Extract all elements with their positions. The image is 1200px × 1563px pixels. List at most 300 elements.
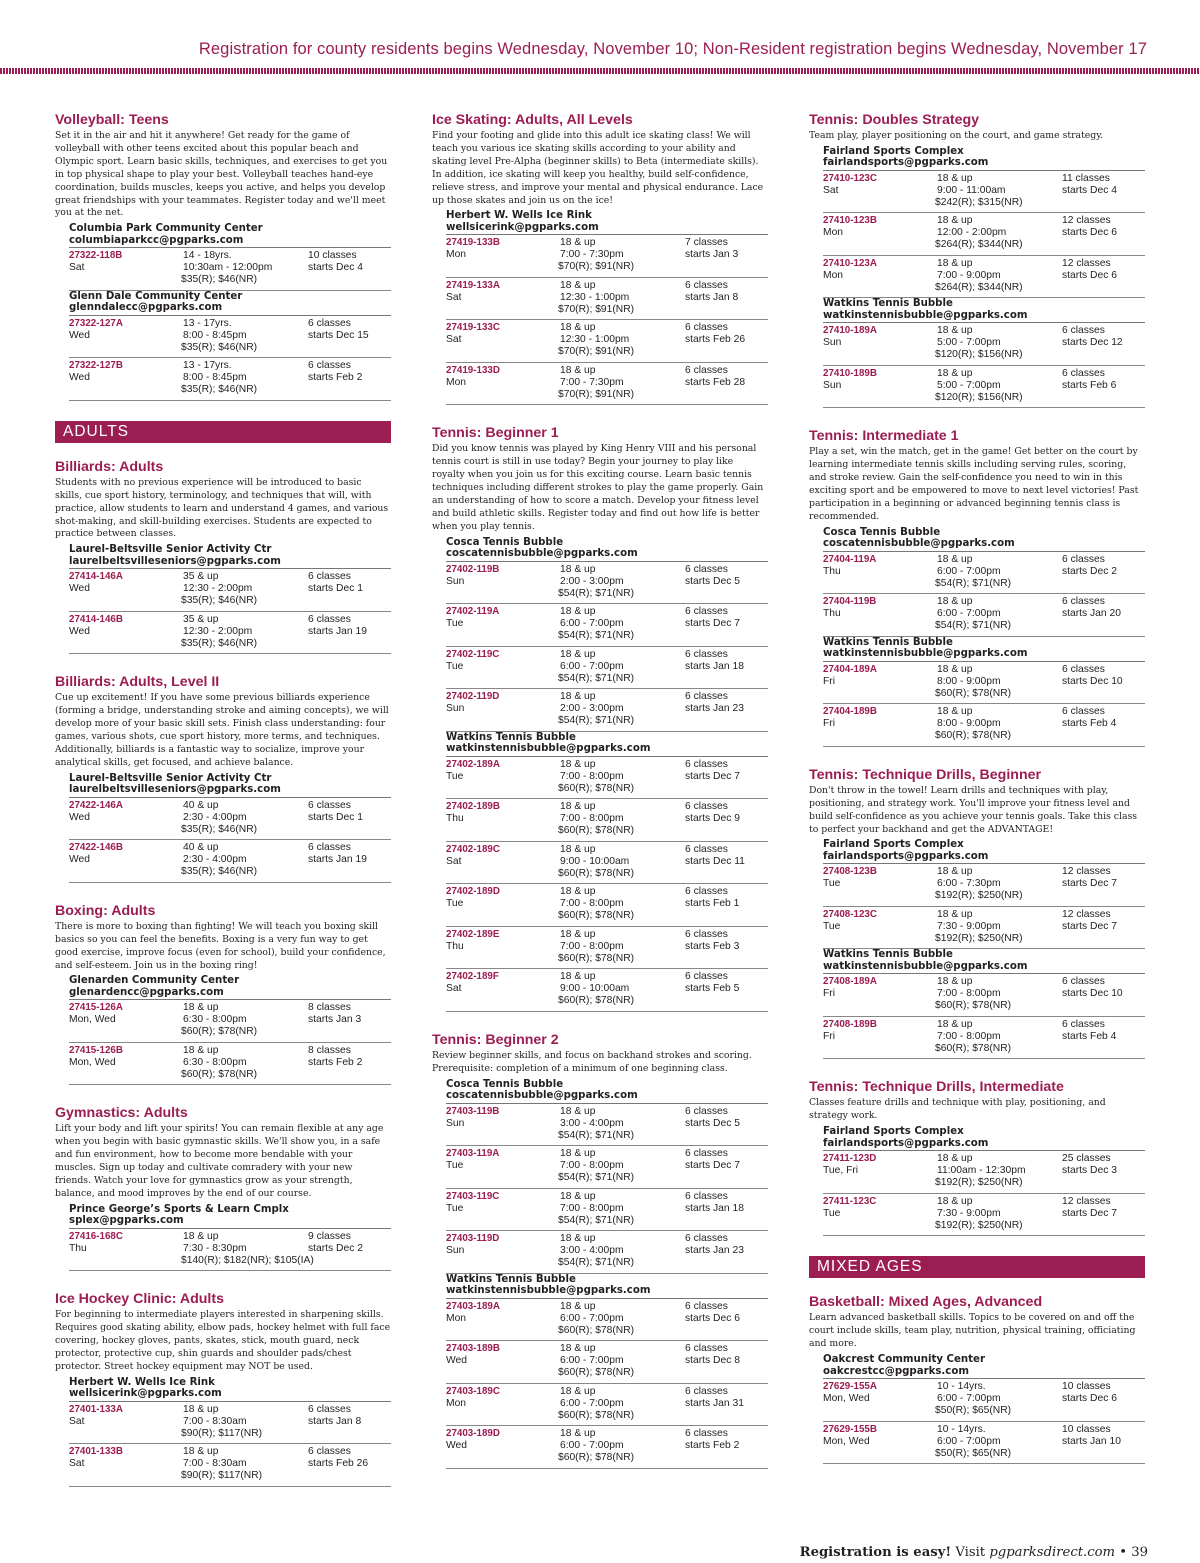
class-count: 6 classes bbox=[685, 928, 728, 940]
registration-banner: Registration for county residents begins Wednesday, November 10; Non-Resident registration begins Wednesday, November 17 bbox=[198, 40, 1147, 58]
activity-code[interactable]: 27419-133A bbox=[446, 279, 500, 291]
class-fee: $35(R); $46(NR) bbox=[181, 341, 258, 353]
class-fee: $192(R); $250(NR) bbox=[935, 890, 1023, 902]
age-range: 18 & up bbox=[560, 237, 596, 249]
venue-name: Glenn Dale Community Center bbox=[69, 290, 243, 302]
activity-code[interactable]: 27629-155A bbox=[823, 1381, 877, 1392]
class-row bbox=[446, 320, 768, 363]
class-day: Wed bbox=[446, 1440, 467, 1452]
age-range: 18 & up bbox=[937, 1018, 973, 1030]
class-day: Fri bbox=[823, 675, 836, 687]
activity-code[interactable]: 27415-126B bbox=[69, 1044, 123, 1056]
activity-code[interactable]: 27403-189A bbox=[446, 1300, 500, 1312]
section-tennis-drills-beg bbox=[809, 767, 1145, 1060]
venue-email-link[interactable]: fairlandsports@pgparks.com bbox=[823, 851, 1145, 865]
class-time: 7:00 - 8:30am bbox=[183, 1415, 247, 1427]
class-count: 6 classes bbox=[308, 1403, 351, 1415]
start-date: starts Feb 3 bbox=[685, 940, 740, 952]
class-time: 7:00 - 7:30pm bbox=[560, 249, 624, 261]
class-fee: $264(R); $344(NR) bbox=[935, 239, 1023, 251]
venue-email-link[interactable]: watkinstennisbubble@pgparks.com bbox=[446, 1285, 768, 1299]
class-row bbox=[69, 1000, 391, 1043]
class-row bbox=[69, 316, 391, 359]
age-range: 18 & up bbox=[183, 1446, 219, 1458]
class-row bbox=[446, 927, 768, 970]
age-range: 18 & up bbox=[560, 928, 596, 940]
class-row bbox=[69, 840, 391, 883]
activity-code[interactable]: 27403-119B bbox=[446, 1105, 500, 1117]
age-range: 18 & up bbox=[937, 908, 973, 920]
venue-email-link[interactable]: laurelbeltsvilleseniors@pgparks.com bbox=[69, 556, 391, 570]
class-count: 12 classes bbox=[1062, 908, 1111, 920]
class-day: Mon bbox=[823, 227, 844, 239]
activity-code[interactable]: 27402-119C bbox=[446, 648, 500, 660]
activity-code[interactable]: 27403-119C bbox=[446, 1190, 500, 1202]
age-range: 18 & up bbox=[183, 1002, 219, 1014]
start-date: starts Jan 3 bbox=[685, 249, 739, 261]
activity-code[interactable]: 27629-155B bbox=[823, 1423, 877, 1435]
class-fee: $242(R); $315(NR) bbox=[935, 196, 1023, 208]
section-description: Team play, player positioning on the court, and game strategy. bbox=[809, 130, 1104, 141]
activity-code[interactable]: 27403-189C bbox=[446, 1385, 500, 1397]
class-day: Sat bbox=[823, 184, 839, 196]
activity-code[interactable]: 27402-189F bbox=[446, 971, 499, 983]
band-adults: ADULTS bbox=[55, 421, 391, 443]
activity-code[interactable]: 27403-119A bbox=[446, 1148, 500, 1160]
section-title: Ice Skating: Adults, All Levels bbox=[432, 112, 633, 128]
venue-email-link[interactable]: watkinstennisbubble@pgparks.com bbox=[823, 310, 1145, 324]
age-range: 18 & up bbox=[560, 1385, 596, 1397]
class-time: 2:00 - 3:00pm bbox=[560, 703, 624, 715]
class-row bbox=[69, 1043, 391, 1086]
class-count: 6 classes bbox=[685, 1233, 728, 1245]
class-row bbox=[823, 552, 1145, 595]
class-count: 7 classes bbox=[685, 237, 728, 249]
class-count: 6 classes bbox=[308, 360, 351, 372]
activity-code[interactable]: 27414-146B bbox=[69, 613, 123, 625]
class-count: 10 classes bbox=[1062, 1381, 1111, 1392]
class-fee: $140(R); $182(NR); $105(IA) bbox=[181, 1254, 314, 1266]
activity-code[interactable]: 27402-189C bbox=[446, 843, 500, 855]
age-range: 18 & up bbox=[183, 1403, 219, 1415]
start-date: starts Feb 2 bbox=[308, 1056, 363, 1068]
start-date: starts Jan 19 bbox=[308, 854, 367, 866]
section-gymnastics-adults bbox=[55, 1105, 391, 1271]
class-day: Thu bbox=[823, 608, 841, 620]
section-title: Billiards: Adults, Level II bbox=[55, 674, 220, 691]
start-date: starts Feb 4 bbox=[1062, 718, 1117, 730]
class-row bbox=[446, 1299, 768, 1342]
activity-code[interactable]: 27402-119A bbox=[446, 606, 500, 618]
section-description: Learn advanced basketball skills. Topics to be covered on and off the court include skills, team play, nutrition, physical training, officiating and more. bbox=[809, 1312, 1136, 1350]
age-range: 18 & up bbox=[560, 1300, 596, 1312]
venue-name: Laurel-Beltsville Senior Activity Ctr bbox=[69, 772, 272, 784]
venue-email-link[interactable]: watkinstennisbubble@pgparks.com bbox=[823, 648, 1145, 662]
footer-visit: Visit bbox=[951, 1545, 990, 1560]
section-description: Cue up excitement! If you have some previous billiards experience (forming a bridge, understanding stroke and aiming concepts), we will develop more of your basic skill sets. Finish class understanding: four games, various shots, cue sport history, more terms, and techniques. Additionally, billiards is a fantastic way to socialize, improve your analytical skills, get focused, and achieve balance. bbox=[55, 692, 389, 768]
activity-code[interactable]: 27410-189A bbox=[823, 325, 877, 337]
venue-email-link[interactable]: fairlandsports@pgparks.com bbox=[823, 1138, 1145, 1152]
venue-name: Watkins Tennis Bubble bbox=[823, 949, 953, 961]
activity-code[interactable]: 27410-189B bbox=[823, 367, 877, 379]
class-fee: $35(R); $46(NR) bbox=[181, 866, 258, 878]
section-title: Tennis: Doubles Strategy bbox=[809, 112, 980, 128]
class-time: 6:00 - 7:00pm bbox=[937, 565, 1001, 577]
header-rule bbox=[0, 68, 1200, 74]
start-date: starts Jan 10 bbox=[1062, 1435, 1121, 1447]
activity-code[interactable]: 27404-119B bbox=[823, 596, 877, 608]
age-range: 18 & up bbox=[937, 663, 973, 675]
class-time: 2:30 - 4:00pm bbox=[183, 811, 247, 823]
venue-email-link[interactable]: glenardencc@pgparks.com bbox=[69, 987, 391, 1001]
column-1 bbox=[55, 112, 391, 1507]
start-date: starts Feb 1 bbox=[685, 898, 740, 910]
class-time: 9:00 - 10:00am bbox=[560, 855, 630, 867]
age-range: 18 & up bbox=[560, 1190, 596, 1202]
section-description: Students with no previous experience will be introduced to basic skills, cue sport history, terminology, and techniques that will, with practice, allow students to learn and understand 4 games, and various shot-making, and skill-building exercises. Students are expected to practice between classes. bbox=[55, 476, 389, 540]
activity-code[interactable]: 27408-123B bbox=[823, 866, 877, 878]
activity-code[interactable]: 27410-123A bbox=[823, 257, 877, 269]
age-range: 18 & up bbox=[560, 1233, 596, 1245]
class-day: Wed bbox=[69, 372, 90, 384]
activity-code[interactable]: 27402-119B bbox=[446, 563, 500, 575]
class-time: 6:00 - 7:00pm bbox=[560, 618, 624, 630]
age-range: 18 & up bbox=[560, 648, 596, 660]
activity-code[interactable]: 27403-189B bbox=[446, 1343, 500, 1355]
activity-code[interactable]: 27403-189D bbox=[446, 1428, 500, 1440]
activity-code[interactable]: 27411-123D bbox=[823, 1153, 877, 1165]
venue-block bbox=[823, 637, 1145, 662]
venue-block bbox=[823, 146, 1145, 171]
venue-email-link[interactable]: coscatennisbubble@pgparks.com bbox=[446, 548, 768, 562]
activity-code[interactable]: 27402-189A bbox=[446, 758, 500, 770]
class-day: Sun bbox=[446, 703, 465, 715]
class-time: 7:00 - 8:00pm bbox=[937, 988, 1001, 1000]
age-range: 18 & up bbox=[937, 976, 973, 988]
class-time: 12:30 - 1:00pm bbox=[560, 334, 630, 346]
venue-email-link[interactable]: splex@pgparks.com bbox=[69, 1215, 391, 1229]
age-range: 18 & up bbox=[183, 1044, 219, 1056]
start-date: starts Dec 3 bbox=[1062, 1165, 1117, 1177]
activity-code[interactable]: 27411-123C bbox=[823, 1195, 877, 1207]
venue-block bbox=[446, 732, 768, 757]
class-count: 6 classes bbox=[685, 648, 728, 660]
class-fee: $60(R); $78(NR) bbox=[935, 1042, 1012, 1054]
venue-block bbox=[823, 1354, 1145, 1379]
class-day: Tue bbox=[446, 1202, 464, 1214]
start-date: starts Jan 3 bbox=[308, 1014, 362, 1026]
class-row bbox=[823, 974, 1145, 1017]
class-count: 6 classes bbox=[685, 886, 728, 898]
start-date: starts Feb 2 bbox=[308, 372, 363, 384]
class-fee: $70(R); $91(NR) bbox=[558, 346, 635, 358]
activity-code[interactable]: 27322-127B bbox=[69, 360, 123, 372]
class-time: 12:30 - 2:00pm bbox=[183, 625, 253, 637]
age-range: 18 & up bbox=[560, 886, 596, 898]
band-mixed-ages: MIXED AGES bbox=[809, 1256, 1145, 1278]
section-ice-skating bbox=[432, 112, 768, 405]
class-time: 10:30am - 12:00pm bbox=[183, 262, 273, 274]
class-row bbox=[446, 278, 768, 321]
class-row bbox=[446, 1189, 768, 1232]
class-count: 6 classes bbox=[685, 1148, 728, 1160]
venue-block bbox=[69, 291, 391, 316]
class-time: 7:00 - 8:00pm bbox=[560, 770, 624, 782]
age-range: 13 - 17yrs. bbox=[183, 317, 232, 329]
start-date: starts Jan 8 bbox=[685, 291, 739, 303]
class-day: Mon, Wed bbox=[69, 1056, 116, 1068]
class-count: 6 classes bbox=[308, 571, 351, 583]
venue-email-link[interactable]: watkinstennisbubble@pgparks.com bbox=[446, 743, 768, 757]
class-day: Tue bbox=[446, 660, 464, 672]
age-range: 40 & up bbox=[183, 799, 219, 811]
class-day: Sat bbox=[69, 1415, 85, 1427]
class-row bbox=[69, 1229, 391, 1272]
section-ice-hockey bbox=[55, 1291, 391, 1487]
section-title: Volleyball: Teens bbox=[55, 112, 169, 128]
class-day: Mon, Wed bbox=[69, 1014, 116, 1026]
class-time: 6:00 - 7:00pm bbox=[937, 608, 1001, 620]
age-range: 18 & up bbox=[560, 1148, 596, 1160]
age-range: 14 - 18yrs. bbox=[183, 250, 232, 262]
activity-code[interactable]: 27404-119A bbox=[823, 553, 877, 565]
class-time: 12:30 - 1:00pm bbox=[560, 291, 630, 303]
venue-block bbox=[69, 223, 391, 248]
age-range: 40 & up bbox=[183, 842, 219, 854]
start-date: starts Dec 5 bbox=[685, 1117, 740, 1129]
age-range: 18 & up bbox=[560, 691, 596, 703]
activity-code[interactable]: 27422-146B bbox=[69, 842, 123, 854]
section-tennis-beg1 bbox=[432, 425, 768, 1011]
activity-code[interactable]: 27408-189A bbox=[823, 976, 877, 988]
start-date: starts Dec 7 bbox=[685, 770, 740, 782]
activity-code[interactable]: 27322-118B bbox=[69, 250, 123, 262]
venue-email-link[interactable]: fairlandsports@pgparks.com bbox=[823, 157, 1145, 171]
class-time: 11:00am - 12:30pm bbox=[937, 1165, 1026, 1177]
venue-block bbox=[446, 537, 768, 562]
class-time: 8:00 - 9:00pm bbox=[937, 718, 1001, 730]
class-time: 6:00 - 7:00pm bbox=[560, 1355, 624, 1367]
class-count: 6 classes bbox=[685, 322, 728, 334]
class-count: 6 classes bbox=[685, 563, 728, 575]
class-row bbox=[823, 594, 1145, 637]
column-2 bbox=[432, 112, 768, 1489]
class-fee: $60(R); $78(NR) bbox=[558, 782, 635, 794]
class-day: Sun bbox=[446, 575, 465, 587]
activity-code[interactable]: 27402-189D bbox=[446, 886, 500, 898]
class-count: 6 classes bbox=[1062, 325, 1105, 337]
class-fee: $54(R); $71(NR) bbox=[558, 1214, 635, 1226]
class-day: Mon, Wed bbox=[823, 1393, 870, 1404]
activity-code[interactable]: 27408-123C bbox=[823, 908, 877, 920]
venue-block bbox=[823, 298, 1145, 323]
class-fee: $35(R); $46(NR) bbox=[181, 384, 258, 396]
class-count: 6 classes bbox=[685, 971, 728, 983]
start-date: starts Feb 4 bbox=[1062, 1030, 1117, 1042]
class-row bbox=[446, 884, 768, 927]
venue-block bbox=[823, 1126, 1145, 1151]
class-count: 6 classes bbox=[1062, 1018, 1105, 1030]
section-title: Ice Hockey Clinic: Adults bbox=[55, 1291, 224, 1308]
venue-email-link[interactable]: glenndalecc@pgparks.com bbox=[69, 302, 391, 316]
class-day: Mon bbox=[446, 1312, 467, 1324]
activity-code[interactable]: 27422-146A bbox=[69, 799, 123, 811]
start-date: starts Jan 23 bbox=[685, 703, 744, 715]
start-date: starts Jan 8 bbox=[308, 1415, 362, 1427]
start-date: starts Dec 6 bbox=[1062, 269, 1117, 281]
age-range: 18 & up bbox=[937, 706, 973, 718]
activity-code[interactable]: 27410-123B bbox=[823, 215, 877, 227]
class-row bbox=[446, 1384, 768, 1427]
class-row bbox=[446, 799, 768, 842]
class-fee: $60(R); $78(NR) bbox=[181, 1026, 258, 1038]
age-range: 10 - 14yrs. bbox=[937, 1423, 986, 1435]
start-date: starts Dec 6 bbox=[1062, 227, 1117, 239]
section-billiards-adults bbox=[55, 459, 391, 655]
venue-email-link[interactable]: wellsicerink@pgparks.com bbox=[69, 1388, 391, 1402]
start-date: starts Dec 4 bbox=[1062, 184, 1117, 196]
footer-url-link[interactable]: pgparksdirect.com bbox=[989, 1545, 1116, 1560]
class-fee: $60(R); $78(NR) bbox=[558, 995, 635, 1007]
class-row bbox=[823, 662, 1145, 705]
activity-code[interactable]: 27402-189B bbox=[446, 801, 500, 813]
section-volleyball-teens bbox=[55, 112, 391, 401]
venue-name: Fairland Sports Complex bbox=[823, 1126, 964, 1138]
class-day: Tue bbox=[446, 1160, 464, 1172]
venue-email-link[interactable]: wellsicerink@pgparks.com bbox=[446, 222, 768, 236]
class-time: 3:00 - 4:00pm bbox=[560, 1117, 624, 1129]
class-fee: $120(R); $156(NR) bbox=[935, 391, 1023, 403]
venue-block bbox=[69, 773, 391, 798]
class-day: Tue bbox=[446, 898, 464, 910]
activity-code[interactable]: 27404-189B bbox=[823, 706, 877, 718]
class-fee: $192(R); $250(NR) bbox=[935, 1177, 1023, 1189]
activity-code[interactable]: 27415-126A bbox=[69, 1002, 123, 1014]
activity-code[interactable]: 27402-189E bbox=[446, 928, 500, 940]
class-row bbox=[823, 1151, 1145, 1194]
venue-block bbox=[823, 839, 1145, 864]
activity-code[interactable]: 27416-168C bbox=[69, 1230, 123, 1242]
age-range: 18 & up bbox=[560, 843, 596, 855]
venue-email-link[interactable]: coscatennisbubble@pgparks.com bbox=[446, 1090, 768, 1104]
class-fee: $60(R); $78(NR) bbox=[181, 1068, 258, 1080]
class-fee: $54(R); $71(NR) bbox=[935, 577, 1012, 589]
activity-code[interactable]: 27322-127A bbox=[69, 317, 123, 329]
age-range: 18 & up bbox=[560, 606, 596, 618]
activity-code[interactable]: 27401-133A bbox=[69, 1403, 123, 1415]
activity-code[interactable]: 27402-119D bbox=[446, 691, 500, 703]
class-count: 6 classes bbox=[685, 1428, 728, 1440]
venue-email-link[interactable]: columbiaparkcc@pgparks.com bbox=[69, 235, 391, 249]
class-day: Sat bbox=[446, 855, 462, 867]
venue-email-link[interactable]: laurelbeltsvilleseniors@pgparks.com bbox=[69, 784, 391, 798]
class-time: 2:00 - 3:00pm bbox=[560, 575, 624, 587]
activity-code[interactable]: 27419-133B bbox=[446, 237, 500, 249]
age-range: 18 & up bbox=[560, 322, 596, 334]
venue-email-link[interactable]: watkinstennisbubble@pgparks.com bbox=[823, 961, 1145, 975]
start-date: starts Dec 1 bbox=[308, 583, 363, 595]
start-date: starts Dec 6 bbox=[685, 1312, 740, 1324]
class-row bbox=[446, 1341, 768, 1384]
class-time: 6:30 - 8:00pm bbox=[183, 1014, 247, 1026]
activity-code[interactable]: 27410-123C bbox=[823, 172, 877, 184]
section-basketball-mixed bbox=[809, 1294, 1145, 1464]
class-row bbox=[69, 358, 391, 401]
class-count: 6 classes bbox=[308, 842, 351, 854]
section-description: Play a set, win the match, get in the game! Get better on the court by learning intermediate tennis skills including serving rules, scoring, and stroke review. Gain the self-confidence you need to win in this exciting sport and be empowered to move to next level victories! Past participation in a beginning or advanced beginning tennis class is recommended. bbox=[809, 446, 1139, 522]
class-count: 6 classes bbox=[685, 279, 728, 291]
section-title: Tennis: Technique Drills, Intermediate bbox=[809, 1079, 1064, 1096]
section-description: Don't throw in the towel! Learn drills and techniques with play, positioning, and strategy work. You'll improve your fitness level and build self-confidence as you achieve your tennis goals. Take this class to perfect your backhand and get the ADVANTAGE! bbox=[809, 784, 1138, 835]
start-date: starts Dec 7 bbox=[685, 1160, 740, 1172]
venue-email-link[interactable]: coscatennisbubble@pgparks.com bbox=[823, 538, 1145, 552]
class-time: 9:00 - 10:00am bbox=[560, 983, 630, 995]
class-time: 6:00 - 7:00pm bbox=[560, 1397, 624, 1409]
class-count: 6 classes bbox=[1062, 596, 1105, 608]
venue-name: Herbert W. Wells Ice Rink bbox=[446, 210, 592, 222]
class-count: 12 classes bbox=[1062, 866, 1111, 878]
class-fee: $35(R); $46(NR) bbox=[181, 274, 258, 286]
age-range: 18 & up bbox=[937, 553, 973, 565]
age-range: 18 & up bbox=[560, 1428, 596, 1440]
class-day: Tue bbox=[823, 1207, 841, 1219]
class-row bbox=[823, 256, 1145, 299]
class-time: 7:00 - 8:00pm bbox=[560, 1202, 624, 1214]
class-count: 6 classes bbox=[308, 799, 351, 811]
section-description: Review beginner skills, and focus on backhand strokes and scoring. Prerequisite: completion of a minimum of one beginning class. bbox=[432, 1049, 752, 1074]
class-count: 6 classes bbox=[1062, 553, 1105, 565]
class-fee: $70(R); $91(NR) bbox=[558, 261, 635, 273]
age-range: 18 & up bbox=[937, 257, 973, 269]
class-time: 3:00 - 4:00pm bbox=[560, 1245, 624, 1257]
venue-name: Watkins Tennis Bubble bbox=[823, 298, 953, 310]
class-day: Tue bbox=[823, 878, 841, 890]
venue-email-link[interactable]: oakcrestcc@pgparks.com bbox=[823, 1366, 1145, 1380]
activity-code[interactable]: 27404-189A bbox=[823, 663, 877, 675]
class-day: Tue bbox=[446, 770, 464, 782]
venue-block bbox=[446, 1079, 768, 1104]
activity-code[interactable]: 27401-133B bbox=[69, 1446, 123, 1458]
activity-code[interactable]: 27414-146A bbox=[69, 571, 123, 583]
activity-code[interactable]: 27408-189B bbox=[823, 1018, 877, 1030]
class-time: 12:00 - 2:00pm bbox=[937, 227, 1007, 239]
class-count: 10 classes bbox=[1062, 1423, 1111, 1435]
section-title: Gymnastics: Adults bbox=[55, 1105, 188, 1122]
class-fee: $54(R); $71(NR) bbox=[558, 1129, 635, 1141]
column-3 bbox=[809, 112, 1145, 1484]
class-time: 7:00 - 8:00pm bbox=[560, 1160, 624, 1172]
start-date: starts Dec 7 bbox=[1062, 878, 1117, 890]
start-date: starts Dec 4 bbox=[308, 262, 363, 274]
class-row bbox=[69, 248, 391, 291]
activity-code[interactable]: 27419-133D bbox=[446, 364, 500, 376]
age-range: 18 & up bbox=[937, 325, 973, 337]
class-row bbox=[823, 366, 1145, 409]
activity-code[interactable]: 27419-133C bbox=[446, 322, 500, 334]
start-date: starts Jan 18 bbox=[685, 660, 744, 672]
section-title: Tennis: Intermediate 1 bbox=[809, 428, 959, 445]
class-count: 6 classes bbox=[1062, 663, 1105, 675]
section-title: Boxing: Adults bbox=[55, 902, 156, 919]
age-range: 13 - 17yrs. bbox=[183, 360, 232, 372]
age-range: 18 & up bbox=[560, 563, 596, 575]
section-title: Tennis: Technique Drills, Beginner bbox=[809, 766, 1042, 783]
start-date: starts Dec 1 bbox=[308, 811, 363, 823]
activity-code[interactable]: 27403-119D bbox=[446, 1233, 500, 1245]
age-range: 18 & up bbox=[560, 971, 596, 983]
section-tennis-beg2 bbox=[432, 1032, 768, 1469]
class-count: 8 classes bbox=[308, 1002, 351, 1014]
